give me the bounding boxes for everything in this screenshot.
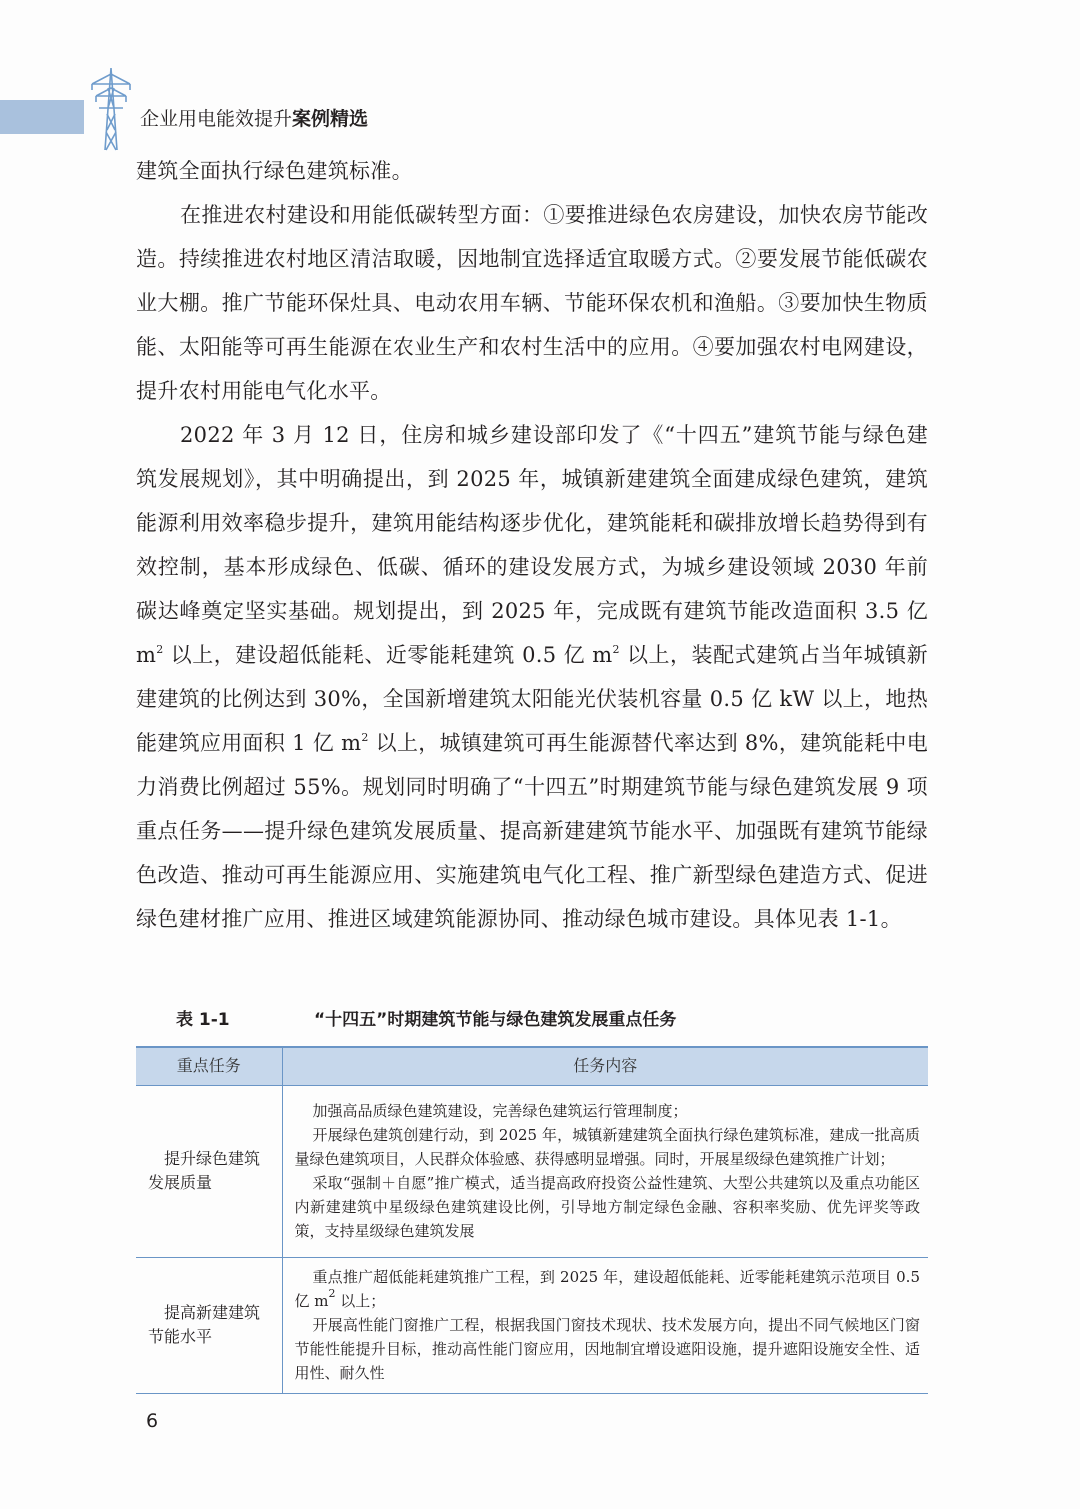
text-run: 以上，建设超低能耗、近零能耗建筑 0.5 亿 m [163,643,613,667]
text-run: 重点推广超低能耗建筑推广工程，到 2025 年，建设超低能耗、近零能耗建筑示范项目 0.5 亿 m [294,1268,920,1310]
text-run: 以上，装配式建筑占当年城镇新建建筑的比例达到 30%，全国新增建筑太阳能光伏装机容量 0.5 亿 kW 以上，地热能建筑应用面积 1 亿 m [136,643,928,755]
header-color-band [0,100,84,134]
book-title [140,104,368,131]
superscript: 2 [612,643,620,656]
column-header-task: 重点任务 [136,1047,282,1085]
table-row [136,1085,928,1257]
superscript: 2 [328,1287,336,1300]
body-paragraph-2 [136,193,928,413]
superscript: 2 [361,731,369,744]
table-header-row [136,1047,928,1085]
table-number: 表 1-1 [176,1010,230,1030]
task-table [136,1046,928,1394]
superscript: 2 [156,643,164,656]
task-content-cell [282,1085,928,1257]
paragraph-text: 建筑全面执行绿色建筑标准。 [136,159,413,183]
paragraph-text [136,413,928,941]
content-line: 开展高性能门窗推广工程，根据我国门窗技术现状、技术发展方向，提出不同气候地区门窗节能性能提升目标，推动高性能门窗应用，因地制宜增设遮阳设施，提升遮阳设施安全性、适用性、耐久性 [294,1316,920,1382]
body-paragraph-3 [136,413,928,941]
power-tower-icon [88,66,134,152]
book-title-bold: 案例精选 [292,108,369,130]
table-title: “十四五”时期建筑节能与绿色建筑发展重点任务 [314,1010,677,1030]
table-caption [136,1005,928,1035]
content-line: 开展绿色建筑创建行动，到 2025 年，城镇新建建筑全面执行绿色建筑标准，建成一批高质量绿色建筑项目，人民群众体验感、获得感明显增强。同时，开展星级绿色建筑推广计划； [294,1126,920,1168]
text-run: 以上，城镇建筑可再生能源替代率达到 8%，建筑能耗中电力消费比例超过 55%。规划同时明确了“十四五”时期建筑节能与绿色建筑发展 9 项重点任务——提升绿色建筑发展质量、提高新建建筑节能水平、加强既有建筑节能绿色改造、推动可再生能源应用、实施建筑电气化工程、推广新型绿色建造方式、促进绿色建材推广应用、推进区域建筑能源协同、推动绿色城市建设。具体见表 1-1。 [136,731,928,931]
content-line: 采取“强制＋自愿”推广模式，适当提高政府投资公益性建筑、大型公共建筑以及重点功能区内新建建筑中星级绿色建筑建设比例，引导地方制定绿色金融、容积率奖励、优先评奖等政策，支持星级绿色建筑发展 [294,1174,920,1240]
content-line: 加强高品质绿色建筑建设，完善绿色建筑运行管理制度； [312,1102,688,1120]
column-header-content: 任务内容 [282,1047,928,1085]
text-run: 2022 年 3 月 12 日，住房和城乡建设部印发了《“十四五”建筑节能与绿色建筑发展规划》，其中明确提出，到 2025 年，城镇新建建筑全面建成绿色建筑，建筑能源利用效率稳步提升，建筑用能结构逐步优化，建筑能耗和碳排放增长趋势得到有效控制，基本形成绿色、低碳、循环的建设发展方式，为城乡建设领域 2030 年前碳达峰奠定坚实基础。规划提出，到 2025 年，完成既有建筑节能改造面积 3.5 亿 m [136,423,928,667]
body-paragraph-1 [136,149,928,193]
paragraph-text: 在推进农村建设和用能低碳转型方面：①要推进绿色农房建设，加快农房节能改造。持续推进农村地区清洁取暖，因地制宜选择适宜取暖方式。②要发展节能低碳农业大棚。推广节能环保灶具、电动农用车辆、节能环保农机和渔船。③要加快生物质能、太阳能等可再生能源在农业生产和农村生活中的应用。④要加强农村电网建设，提升农村用能电气化水平。 [136,203,928,403]
task-content-cell [282,1257,928,1393]
task-name-cell: 提高新建建筑节能水平 [136,1257,282,1393]
text-run: 以上； [335,1292,386,1310]
task-name-cell: 提升绿色建筑发展质量 [136,1085,282,1257]
content-line [295,1265,921,1313]
book-title-prefix: 企业用电能效提升 [140,108,293,130]
table-row [136,1257,928,1393]
page-number: 6 [146,1410,159,1432]
